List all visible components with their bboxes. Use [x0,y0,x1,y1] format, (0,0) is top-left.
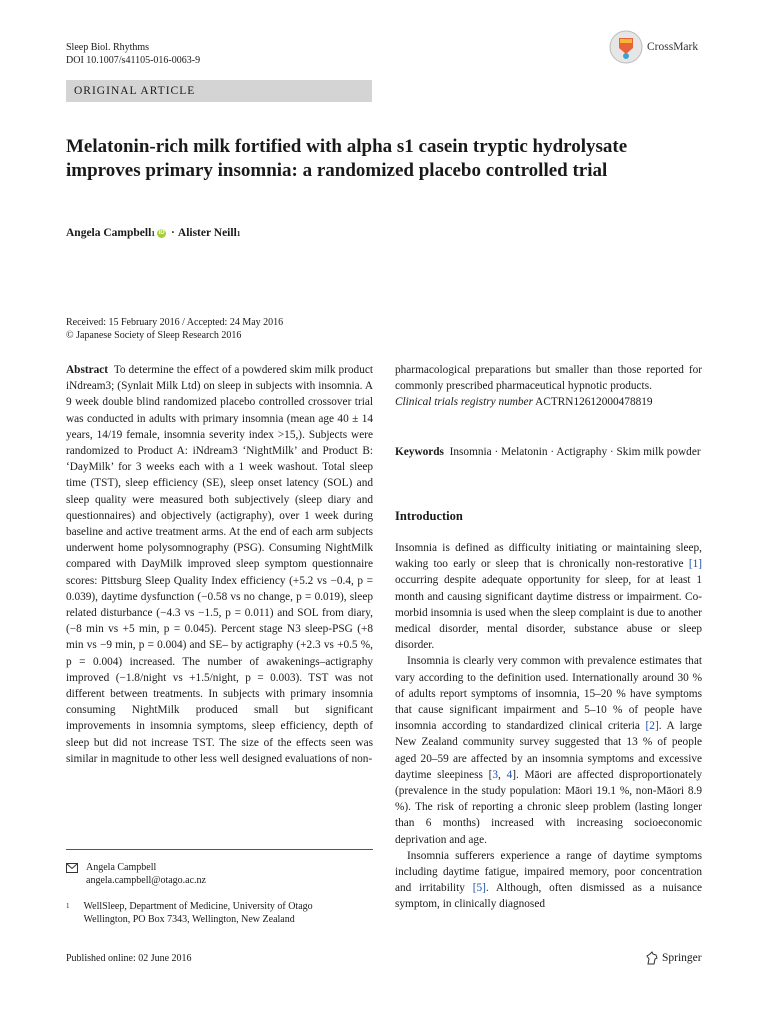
journal-block [66,41,200,67]
intro-text: ]. Māori are affected disproportionately (prevalence in the study population: Māori 19.1 %, non-Māori 8.9 %). The risk of reporting a chronic sleep problem (lasting longer than 6 months) increased with increasing socioeconomic deprivation and age. [395,768,703,846]
author-affil-marker: 1 [151,228,156,238]
article-title: Melatonin-rich milk fortified with alpha s1 casein tryptic hydrolysate improves primary insomnia: a randomized placebo controlled trial [66,136,628,181]
corresponding-email[interactable]: angela.campbell@otago.ac.nz [86,875,206,886]
citation-link[interactable]: [2] [645,720,659,733]
introduction-body [395,540,702,913]
envelope-icon [66,863,78,873]
doi[interactable]: DOI 10.1007/s41105-016-0063-9 [66,55,201,66]
author-name[interactable]: Alister Neill [177,227,237,239]
citation-link[interactable]: [1] [688,558,702,571]
article-type-banner: ORIGINAL ARTICLE [66,80,372,102]
introduction-heading: Introduction [395,509,463,523]
affiliation-number: 1 [66,902,70,910]
received-accepted: Received: 15 February 2016 / Accepted: 24 May 2016 [66,317,284,328]
affiliation-line: Wellington, PO Box 7343, Wellington, New Zealand [83,914,295,925]
published-online: Published online: 02 June 2016 [66,953,192,964]
publisher-logo [645,951,702,965]
intro-paragraph [395,540,702,653]
author-affil-marker: 1 [236,228,241,238]
copyright: © Japanese Society of Sleep Research 2016 [66,330,242,341]
abstract-label: Abstract [66,364,109,376]
author-name[interactable]: Angela Campbell [66,227,152,239]
publisher-name: Springer [662,952,702,964]
article-dates [66,316,283,342]
author-list [66,227,241,239]
affiliation-line: WellSleep, Department of Medicine, University of Otago [83,901,313,912]
intro-text: Insomnia sufferers experience a range of daytime symptoms including daytime fatigue, impaired memory, poor concentration and irritability [395,849,702,895]
intro-text: Insomnia is clearly very common with prevalence estimates that vary according to the definition used. Internationally around 30 % of adults report symptoms of insomnia, 15–20 % have symptoms that cause significant impairment and 5–10 % of people have insomnia according to standardized clinical criteria [395,655,702,733]
intro-text: occurring despite adequate opportunity for sleep, for at least 1 month and causing significant daytime distress or impairment. Co-morbid insomnia is used when the sleep complaint is due to another medical disorder, mental disorder, substance abuse or sleep disorder. [395,574,702,652]
keywords [395,444,702,460]
footnote-divider [66,849,373,850]
intro-paragraph [395,653,702,847]
intro-text: . Although, often dismissed as a nuisance symptom, in clinically diagnosed [395,882,702,911]
correspondence [66,861,206,887]
citation-link[interactable]: 3 [492,768,499,781]
intro-text: , [498,768,507,781]
author-separator: · [171,227,175,239]
intro-paragraph [395,848,702,913]
registry-number[interactable]: ACTRN12612000478819 [535,396,653,409]
intro-text: . A large New Zealand community survey suggested that 13 % of people aged 20–59 are affected by an insomnia symptoms and excessive daytime sleepiness [ [395,720,702,781]
keywords-text: Insomnia · Melatonin · Actigraphy · Skim milk powder [449,446,701,458]
registry-label: Clinical trials registry number [395,396,533,409]
affiliation [66,900,313,926]
abstract-continued-text: pharmacological preparations but smaller than those reported for commonly prescribed pharmaceutical hypnotic products. [395,364,702,393]
citation-link[interactable]: [5] [472,882,486,895]
journal-name: Sleep Biol. Rhythms [66,42,150,53]
crossmark-badge[interactable] [609,30,698,64]
springer-horse-icon [645,951,659,965]
keywords-label: Keywords [395,446,444,458]
abstract [66,362,373,767]
crossmark-icon [609,30,643,64]
abstract-text: To determine the effect of a powdered skim milk product iNdream3; (Synlait Milk Ltd) on sleep in subjects with insomnia. A 9 week double blind randomized placebo controlled crossover trial was conducted in adults with primary insomnia (mean age 40 ± 14 years, 14/19 female, insomnia severity index >15,). Subjects were randomized to Product A: iNdream3 ‘NightMilk’ and Product B: ‘DayMilk’ for 3 weeks each with a 1 week washout. Total sleep time (TST), sleep efficiency (SE), sleep onset latency (SOL) and sleep quality were measured both subjectively (sleep diary and questionnaires) and objectively (actigraphy), over 1 week during baseline and active treatment arms. At the end of each arm subjects underwent home polysomnography (PSG). Consuming NightMilk compared with DayMilk improved sleep symptom questionnaire scores: Pittsburg Sleep Quality Index efficiency (+5.2 vs −0.4, p = 0.039), daytime dysfunction (−0.58 vs no change, p = 0.019), sleep related disturbance (−4.3 vs −1.5, p = 0.011) and SOL from diary, (−8 min vs +5 min, p = 0.045). Percent stage N3 sleep-PSG (+8 min vs −9 min, p = 0.004) and SE– by actigraphy (+2.3 vs +0.5 %, p = 0.004) increased. The number of awakenings–actigraphy improved (−1.8/night vs +1.5/night, p = 0.003). TST was not different between treatments. In subjects with primary insomnia consuming NightMilk produced small but significant improvements in insomnia symptoms, sleep efficiency, depth of sleep but did not increase TST. The size of the effects seen was similar in magnitude to other less well designed evaluations of non- [66,364,373,765]
citation-link[interactable]: 4 [506,768,513,781]
registry-line [395,394,702,410]
corresponding-author: Angela Campbell [86,862,157,873]
orcid-icon[interactable]: iD [158,229,165,236]
abstract-continued [395,362,702,411]
crossmark-label: CrossMark [647,41,699,53]
intro-text: Insomnia is defined as difficulty initiating or maintaining sleep, waking too early or sleep that is chronically non-restorative [395,542,702,571]
